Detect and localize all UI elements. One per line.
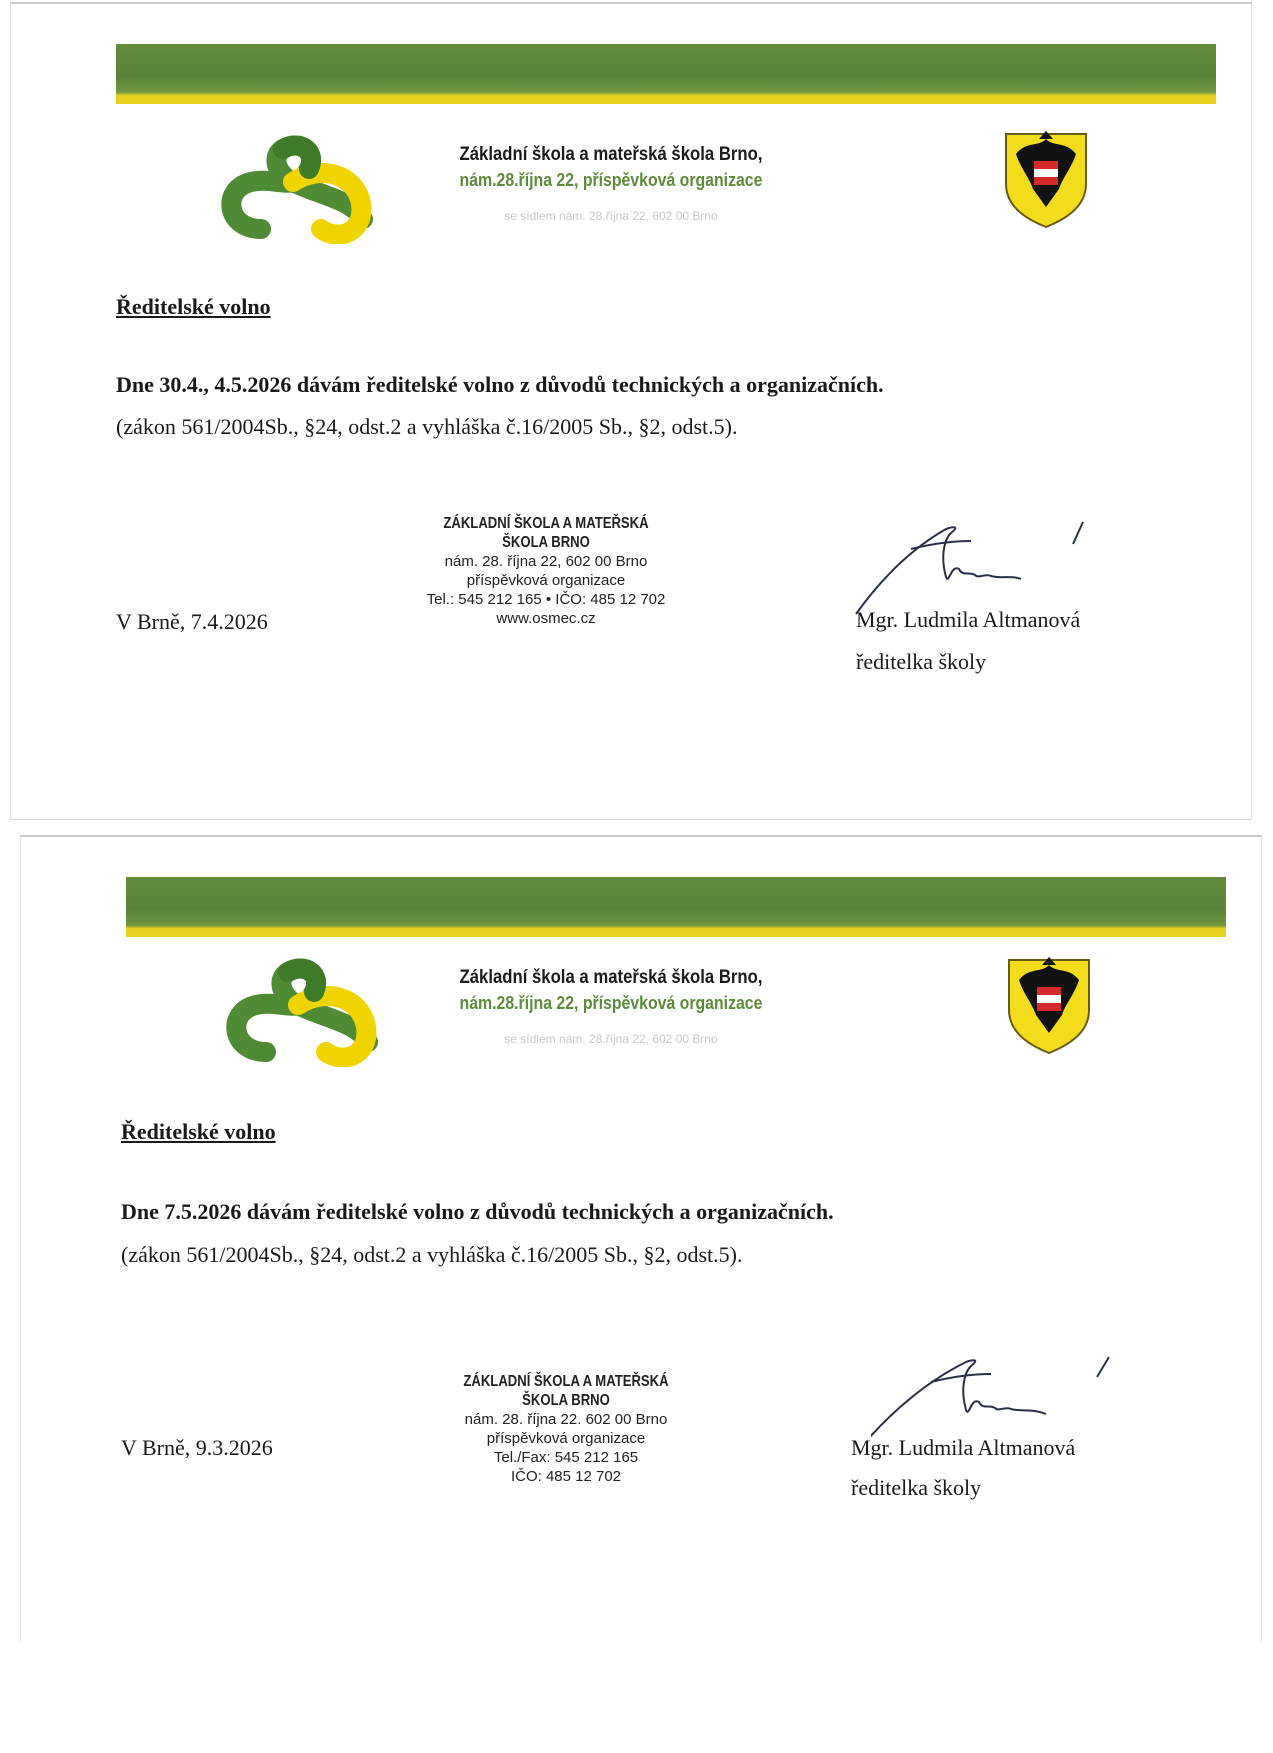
stamp-line: nám. 28. října 22, 602 00 Brno [444,553,648,570]
header-band [116,44,1216,104]
school-stamp [421,1372,711,1486]
stamp-line: Tel./Fax: 545 212 165 [493,1449,639,1466]
school-name: Základní škola a mateřská škola Brno, [459,144,763,165]
stamp-line: IČO: 485 12 702 [510,1468,622,1485]
stamp-line: Tel.: 545 212 165 • IČO: 485 12 702 [426,591,666,608]
stamp-title: ZÁKLADNÍ ŠKOLA A MATEŘSKÁ ŠKOLA BRNO [463,1373,669,1409]
legal-reference: (zákon 561/2004Sb., §24, odst.2 a vyhláška č.16/2005 Sb., §2, odst.5). [121,1242,743,1267]
place-date: V Brně, 7.4.2026 [116,609,268,634]
document-sheet-2 [20,835,1262,1642]
heading: Ředitelské volno [121,1119,276,1144]
statement: Dne 30.4., 4.5.2026 dávám ředitelské volno z důvodů technických a organizačních. [116,372,884,397]
stamp-line: příspěvková organizace [466,572,626,589]
signer-name: Mgr. Ludmila Altmanová [851,1435,1076,1460]
stamp-line: nám. 28. října 22. 602 00 Brno [464,1411,668,1428]
stamp-title: ZÁKLADNÍ ŠKOLA A MATEŘSKÁ ŠKOLA BRNO [443,515,649,551]
document-sheet-1 [10,2,1252,820]
place-date: V Brně, 9.3.2026 [121,1435,273,1460]
brno-coat-of-arms-icon [1004,955,1094,1055]
school-chain-logo-icon [221,134,386,244]
heading: Ředitelské volno [116,294,271,319]
school-seat: se sídlem nám. 28.října 22, 602 00 Brno [504,209,718,223]
school-seat: se sídlem nám. 28.října 22, 602 00 Brno [504,1032,718,1046]
brno-coat-of-arms-icon [1001,129,1091,229]
legal-reference: (zákon 561/2004Sb., §24, odst.2 a vyhláška č.16/2005 Sb., §2, odst.5). [116,414,738,439]
stamp-line: www.osmec.cz [496,610,596,627]
school-name: Základní škola a mateřská škola Brno, [459,967,763,988]
statement: Dne 7.5.2026 dávám ředitelské volno z důvodů technických a organizačních. [121,1199,834,1224]
school-address: nám.28.října 22, příspěvková organizace [459,170,763,190]
school-stamp [401,514,691,628]
signer-role: ředitelka školy [851,1475,982,1500]
stamp-line: příspěvková organizace [486,1430,646,1447]
header-band [126,877,1226,937]
school-chain-logo-icon [226,957,391,1067]
signer-role: ředitelka školy [856,649,987,674]
school-address: nám.28.října 22, příspěvková organizace [459,993,763,1013]
signer-name: Mgr. Ludmila Altmanová [856,607,1081,632]
